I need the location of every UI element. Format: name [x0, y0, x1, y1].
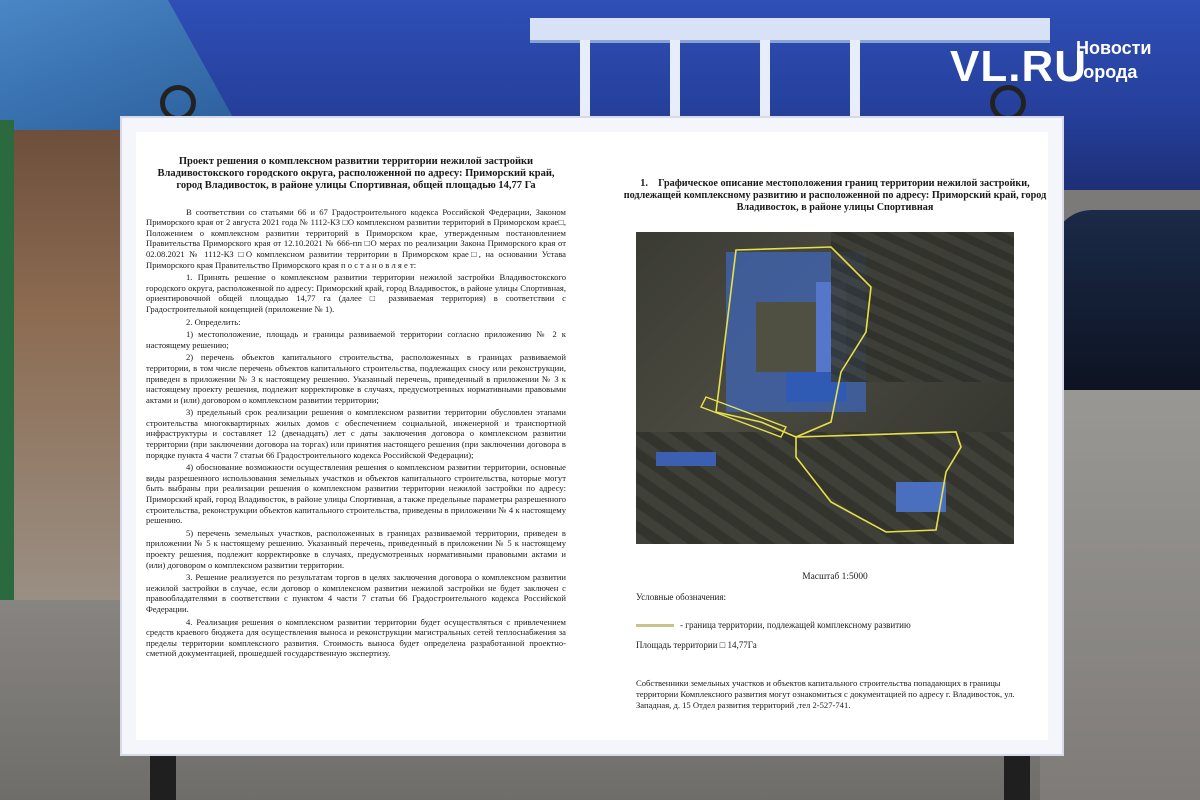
- parked-car: [1052, 210, 1200, 390]
- logo-tagline: [1076, 36, 1151, 84]
- building-pillar: [580, 40, 590, 125]
- paragraph: 3) предельный срок реализации решения о комплексном развитии территории обусловлен этапами строительства многоквартирных жилых домов с обеспечением социальной, инженерной и транспортной инфраструктуры и составляет 12 (двенадцать) лет с даты заключения договора о комплексном развитии территории (при заключении договора на торгах) или принятия настоящего решения (при заключении договора в порядке пункта 4 части 7 статьи 66 Градостроительного кодекса Российской Федерации);: [146, 407, 566, 460]
- map-title-number: 1.: [640, 178, 648, 189]
- satellite-map: [636, 232, 1014, 544]
- paragraph: 4. Реализация решения о комплексном развитии территории будет осуществляться с привлечением средств краевого бюджета для осуществления выноса и реконструкции магистральных сетей теплоснабжения за пределы территории комплексного развития. Стоимость выноса будет определена разработанной проектно-сметной документацией, прошедшей государственную экспертизу.: [146, 616, 566, 659]
- logo-tagline-line1: Новости: [1076, 38, 1152, 58]
- legend-item-label: - граница территории, подлежащей комплексному развитию: [680, 620, 911, 630]
- decision-text-column: [146, 156, 566, 661]
- legend-item: [636, 620, 1050, 630]
- paragraph: В соответствии со статьями 66 и 67 Градостроительного кодекса Российской Федерации, Законом Приморского края от 2 августа 2021 года № 1112-КЗ □О комплексном развитии территорий в Приморском крае□, Положением о комплексном развитии территорий в Приморском крае, утвержденным постановлением Правительства Приморского края от 12.10.2021 № 666-пп □О мерах по реализации Закона Приморского края от 02.08.2021 № 1112-КЗ □О комплексном развитии территории в Приморском крае□, на основании Устава Приморского края Правительство Приморского края п о с т а н о в л я е т:: [146, 206, 566, 270]
- map-title-text: Графическое описание местоположения границ территории нежилой застройки, подлежащей комплексному развитию и расположенной по адресу: Приморский край, город Владивосток, в районе улицы Спортивная: [623, 178, 1047, 213]
- market-stall: [0, 130, 140, 600]
- paragraph: 2) перечень объектов капитального строительства, расположенных в границах развиваемой территории, в том числе перечень объектов капитального строительства, подлежащих сносу или реконструкции, приведен в приложении № 3 к настоящему решению. Указанный перечень, приведенный в приложении № 3 к настоящему проекту решения, подлежит корректировке в случаях, предусмотренных нормативными правовыми актами и (или) договором о комплексном развитии территории;: [146, 352, 566, 405]
- building-pillar: [760, 40, 770, 125]
- building-pillar: [850, 40, 860, 125]
- building-pillar: [670, 40, 680, 125]
- paragraph: 3. Решение реализуется по результатам торгов в целях заключения договора о комплексном развитии нежилой застройки в случае, если договор о комплексном развитии нежилой застройки не будет заключен с правообладателями в соответствии с пунктом 4 части 7 статьи 66 Градостроительного кодекса Российской Федерации.: [146, 572, 566, 614]
- boundary-line-swatch: [636, 624, 674, 627]
- map-column: [620, 178, 1050, 711]
- info-board: [122, 118, 1062, 754]
- board-ring-right: [990, 85, 1026, 121]
- territory-boundary: [636, 232, 1014, 544]
- territory-area: Площадь территории □ 14,77Га: [636, 640, 757, 650]
- building-canopy: [530, 18, 1050, 43]
- legend-title: Условные обозначения:: [636, 592, 727, 602]
- board-sheet: [136, 132, 1048, 740]
- paragraph: 5) перечень земельных участков, расположенных в границах развиваемой территории, приведен в приложении № 5 к настоящему решению. Указанный перечень, приведенный в приложении № 5 к настоящему проекту решения, подлежит корректировке в случаях, предусмотренных нормативными правовыми актами и (или) договором о комплексном развитии территории.: [146, 527, 566, 570]
- paragraph: 1. Принять решение о комплексном развитии территории нежилой застройки Владивостокского городского округа, расположенной по адресу: Приморский край, город Владивосток, в районе улицы Спортивная, ориентировочной общей площадью 14,77 га (далее □ развиваемая территория) в соответствии с Градостроительной концепцией (приложение № 1).: [146, 272, 566, 314]
- paragraph: 1) местоположение, площадь и границы развиваемой территории согласно приложению № 2 к настоящему решению;: [146, 329, 566, 350]
- paragraph: 2. Определить:: [186, 316, 241, 327]
- owners-note: Собственники земельных участков и объектов капитального строительства попадающих в границы территории Комплексного развития могут ознакомиться с документацией по адресу г. Владивосток, ул. Западная, д. 15 Отдел развития территорий ,тел 2-527-741.: [636, 678, 1015, 710]
- decision-title: Проект решения о комплексном развитии территории нежилой застройки Владивостокского городского округа, расположенной по адресу: Приморский край, город Владивосток, в районе улицы Спортивная, общей площадью 14,77 Га: [157, 156, 555, 192]
- logo-tagline-line2: города: [1076, 62, 1138, 82]
- stall-post: [0, 120, 14, 600]
- map-scale: Масштаб 1:5000: [802, 572, 868, 582]
- ground-right: [1040, 380, 1200, 800]
- paragraph: 4) обоснование возможности осуществления решения о комплексном развитии территории, основные виды разрешенного использования земельных участков и объектов капитального строительства, которые могут быть выбраны при реализации решения о комплексном развитии территории нежилой застройки по адресу: Приморский край, город Владивосток, в районе улицы Спортивная, а также предельные параметры разрешенного строительства, реконструкции объектов капитального строительства, приведены в приложении № 4 к настоящему решению.: [146, 462, 566, 526]
- board-ring-left: [160, 85, 196, 121]
- logo-text: VL.RU: [950, 42, 1087, 91]
- map-title: [620, 178, 1050, 214]
